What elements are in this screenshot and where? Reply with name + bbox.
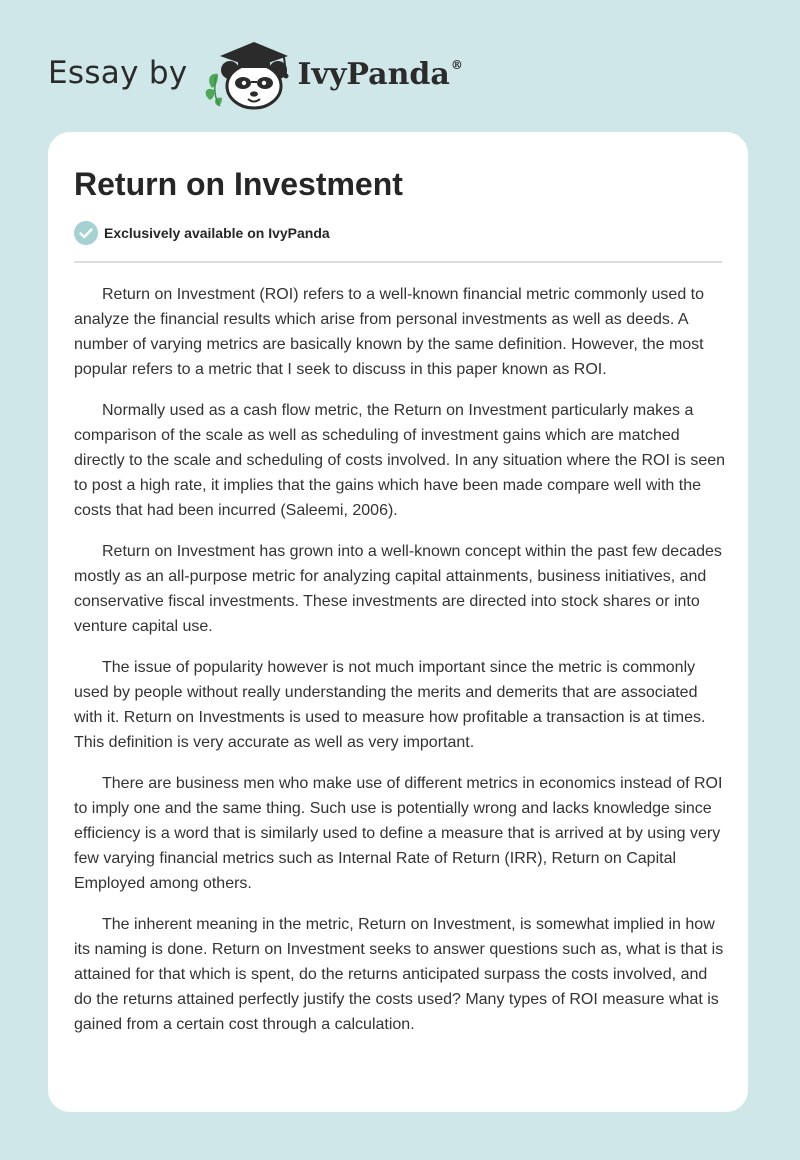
- check-circle-icon: [74, 221, 98, 245]
- essay-paragraph-5: There are business men who make use of different metrics in economics instead of ROI to imply one and the same thing. Such use is potentially wrong and lacks knowledge since efficiency is a word that is similarly used to define a measure that is arrived at by using very few varying financial metrics such as Internal Rate of Return (IRR), Return on Capital Employed among others.: [74, 775, 723, 892]
- essay-paragraph-4: The issue of popularity however is not much important since the metric is commonly used by people without really understanding the merits and demerits that are associated with it. Return on Investments is used to measure how profitable a transaction is at times. This definition is very accurate as well as very important.: [74, 659, 706, 751]
- essay-paragraph-3: Return on Investment has grown into a well-known concept within the past few decades mostly as an all-purpose metric for analyzing capital attainments, business initiatives, and conservative fiscal investments. These investments are directed into stock shares or into venture capital use.: [74, 543, 722, 635]
- exclusive-badge: [74, 221, 330, 245]
- essay-paragraph-2: Normally used as a cash flow metric, the Return on Investment particularly makes a comparison of the scale as well as scheduling of investment gains which are matched directly to the scale and scheduling of costs involved. In any situation where the ROI is seen to post a high rate, it implies that the gains which have been made compare well with the costs that had been incurred (Saleemi, 2006).: [74, 402, 726, 519]
- essay-paragraph-6: The inherent meaning in the metric, Return on Investment, is somewhat implied in how its naming is done. Return on Investment seeks to answer questions such as, what is that is attained for that which is spent, do the returns anticipated surpass the costs involved, and do the returns attained perfectly justify the costs used? Many types of ROI measure what is gained from a certain cost through a calculation.: [74, 916, 724, 1033]
- brand-text: IvyPanda: [297, 56, 450, 92]
- title-divider: [74, 261, 722, 263]
- brand-name[interactable]: [298, 57, 463, 92]
- site-header: [48, 36, 463, 110]
- registered-mark: ®: [450, 57, 463, 72]
- essay-by-label: Essay by: [48, 55, 188, 91]
- essay-paragraph-1: Return on Investment (ROI) refers to a well-known financial metric commonly used to analyze the financial results which arise from personal investments as well as deeds. A number of varying metrics are basically known by the same definition. However, the most popular refers to a metric that I seek to discuss in this paper known as ROI.: [74, 286, 705, 378]
- exclusive-badge-label: Exclusively available on IvyPanda: [104, 225, 330, 241]
- essay-title: Return on Investment: [74, 166, 403, 202]
- essay-card: [48, 132, 748, 1112]
- panda-graduation-cap-icon[interactable]: [202, 36, 294, 110]
- essay-body: [74, 282, 726, 1053]
